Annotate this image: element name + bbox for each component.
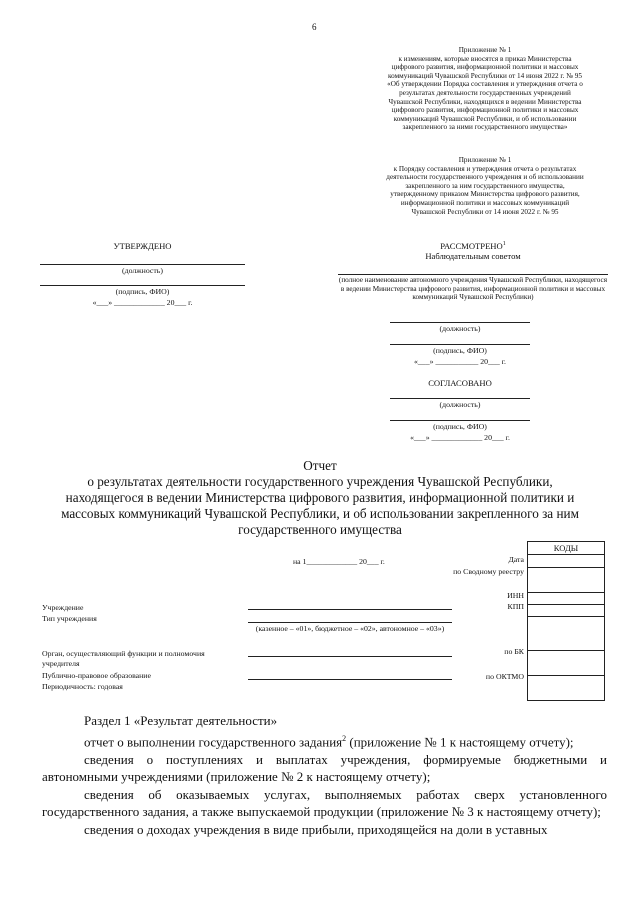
label-organ: Орган, осуществляющий функции и полномочия учредителя [42,649,205,668]
report-title-line: о результатах деятельности государственного учреждения Чувашской Республики, [87,474,553,489]
appendix-top [356,46,614,132]
agreed-heading: СОГЛАСОВАНО [428,378,492,388]
code-cell-registry[interactable] [527,568,605,593]
section-item: сведения о доходах учреждения в виде прибыли, приходящейся на доли в уставных [84,822,548,838]
agreed-position-line [390,398,530,399]
label-type: Тип учреждения [42,614,97,623]
section-item-text: отчет о выполнении государственного задания [84,734,343,750]
reviewed-heading-text: РАССМОТРЕНО [440,240,503,251]
organ-field[interactable] [248,656,452,657]
agreed-signature-caption: (подпись, ФИО) [433,422,487,431]
label-inn: ИНН [507,591,524,600]
page-number: 6 [312,22,317,32]
approved-position-caption: (должность) [122,266,163,275]
section-item [42,730,607,750]
report-title-line: массовых коммуникаций Чувашской Республики, и об использовании закрепленного за ним [61,506,579,521]
appendix-second-line: закрепленного за ним государственного имущества, [405,181,565,190]
approved-position-line [40,264,245,265]
appendix-second [356,156,614,216]
public-entity-field[interactable] [248,679,452,680]
reviewed-date: «___» ___________ 20___ г. [414,357,506,366]
label-bk: по БК [504,647,524,656]
label-periodicity: Периодичность: годовая [42,682,123,691]
code-cell-oktmo[interactable] [527,676,605,701]
appendix-top-line: к изменениям, которые вносятся в приказ Министерства [398,54,572,63]
report-title [20,458,620,538]
code-cell-type[interactable] [527,617,605,651]
reviewed-footnote: 1 [502,241,506,247]
appendix-top-line: коммуникаций Чувашской Республики, и об использовании [393,114,577,123]
report-title-line: находящегося в ведении Министерства цифрового развития, информационной политики и [65,490,575,505]
appendix-top-line: Чувашской Республики, находящихся в ведении Министерства [388,97,582,106]
reviewed-subheading: Наблюдательным советом [425,251,521,261]
section-item-footnote: 2 [342,734,347,743]
section-heading: Раздел 1 «Результат деятельности» [84,713,278,728]
appendix-top-line: цифрового развития, информационной политики и массовых [391,106,579,115]
code-cell-date[interactable] [527,555,605,568]
appendix-top-line: результатах деятельности государственных учреждений [399,88,571,97]
type-field[interactable] [248,622,452,623]
section-item-tail: (приложение № 1 к настоящему отчету); [346,734,574,750]
approved-signature-caption: (подпись, ФИО) [115,287,170,296]
approved-heading: УТВЕРЖДЕНО [113,241,172,251]
code-cell-bk[interactable] [527,651,605,676]
appendix-second-line: информационной политики и массовых коммуникаций [400,198,570,207]
label-registry: по Сводному реестру [453,567,524,576]
institution-field[interactable] [248,609,452,610]
section-item: сведения об оказываемых услугах, выполняемых работах сверх установленного государственного задания, а также выпускаемой продукции (приложение № 3 к настоящему отчету); [42,787,607,820]
appendix-top-line: закрепленного за ними государственного имущества» [402,123,568,132]
appendix-second-title: Приложение № 1 [458,156,512,164]
appendix-second-line: утвержденному приказом Министерства цифрового развития, [390,190,580,199]
appendix-top-title: Приложение № 1 [458,46,512,54]
section-item: сведения о поступлениях и выплатах учреждения, формируемые бюджетными и автономными учреждениями (приложение № 2 к настоящему отчету); [42,752,607,785]
report-title-line: государственного имущества [238,522,402,537]
report-title-word: Отчет [303,458,337,473]
agreed-signature-line [390,420,530,421]
appendix-top-line: цифрового развития, информационной политики и массовых [391,63,579,72]
appendix-second-line: деятельности государственного учреждения и об использовании [386,173,584,182]
label-oktmo: по ОКТМО [485,672,524,681]
reviewed-signature-line [390,344,530,345]
appendix-second-line: к Порядку составления и утверждения отчета о результатах [393,164,577,173]
agreed-position-caption: (должность) [439,400,481,409]
appendix-top-line: «Об утверждении Порядка составления и утверждения отчета о [387,80,583,89]
reviewed-org-line [338,274,608,275]
label-kpp: КПП [507,602,524,611]
section-items [42,730,607,838]
label-date: Дата [508,555,524,564]
reviewed-position-caption: (должность) [439,324,481,333]
appendix-top-line: коммуникаций Чувашской Республики от 14 июня 2022 г. № 95 [388,71,582,80]
type-caption: (казенное – «01», бюджетное – «02», автономное – «03») [255,624,445,633]
reviewed-org-caption: (полное наименование автономного учреждения Чувашской Республики, находящегося в ведении Министерства цифрового развития, информационной политики и массовых коммуникаций Чувашской Республики) [338,276,608,302]
label-institution: Учреждение [42,603,84,612]
codes-table [527,541,605,701]
code-cell-inn[interactable] [527,593,605,605]
approved-signature-line [40,285,245,286]
label-public-entity: Публично-правовое образование [42,671,151,680]
form-date-line: на 1_____________ 20___ г. [293,557,385,566]
reviewed-position-line [390,322,530,323]
reviewed-heading [338,239,608,251]
agreed-date: «___» _____________ 20___ г. [410,433,510,442]
code-cell-kpp[interactable] [527,605,605,617]
approved-date: «___» _____________ 20___ г. [92,298,193,307]
appendix-second-line: Чувашской Республики от 14 июня 2022 г. № 95 [411,207,559,216]
reviewed-signature-caption: (подпись, ФИО) [433,346,487,355]
codes-header: КОДЫ [527,541,605,555]
